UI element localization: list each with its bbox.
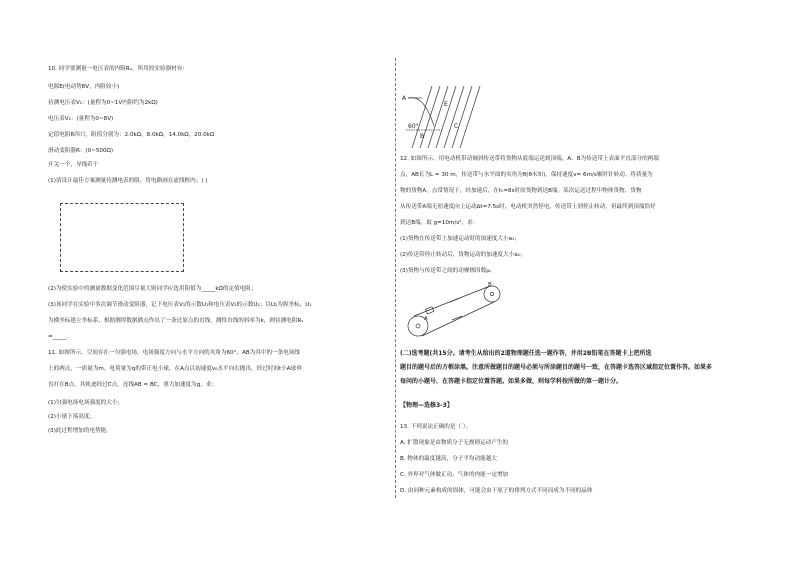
cargo-box	[425, 307, 433, 314]
q10-item: 开关一个，导线若干	[48, 162, 99, 168]
q12-item: (3)货物与传送带之间的动摩擦因数μ。	[400, 268, 496, 274]
field-line	[444, 86, 464, 148]
q10-item: 待测电压表V₁：(量程为0~1V内阻约为2kΩ)	[48, 100, 158, 106]
q13-option: C. 外界对气体做正功，气体的内能一定增加	[400, 472, 509, 478]
section-title: (二)选考题(共15分。请考生从给出的2道物理题任选一题作答，并用2B铅笔在答题卡上把所选	[400, 350, 652, 357]
label-b: B	[420, 133, 425, 140]
label-e: E	[444, 101, 448, 108]
q11-stem: 直打在B点，其轨迹经过C点，连线AB = BC，重力加速度为g，求：	[48, 382, 218, 388]
elective-header: 【物理—选修3-3】	[400, 402, 453, 409]
q10-item: 定值电阻R四只，阻值分别为：2.0kΩ，8.0kΩ，14.0kΩ，20.0kΩ	[48, 132, 215, 138]
q13-option: B. 物体的温度越高，分子平均动能越大	[400, 456, 497, 462]
q13-option: D. 由同种元素构成的固体，可能会由于原子的排列方式不同而成为不同的晶体	[400, 488, 593, 494]
q10-title: 10. 同学要测量一电压表的内阻Rᵥ，所用的实验器材有：	[48, 66, 188, 72]
q11-item: (2)小球下落高度；	[48, 414, 96, 420]
q12-item: (2)传送带停止转动后，货物运动的加速度大小a₂；	[400, 252, 526, 258]
q10-part3: 为横坐标建立坐标系，根据测得数据描点作出了一条过原点的直线，测得直线的斜率为k，则待测电阻Rᵥ	[48, 318, 304, 324]
bottom-axle	[416, 324, 420, 328]
q10-item: 电源E(电动势8V，内阻较小)	[48, 84, 120, 90]
top-axle	[490, 292, 493, 295]
conveyor-belt-diagram	[404, 282, 514, 340]
q10-part3: (3)该同学在实验中多次调节滑动变阻器，记下电压表V₁的示数U₁和电压表V₂的示数U₂；以U₂为纵坐标，U₁	[48, 302, 312, 308]
q12-stem: 物的货物A，点常情况下，经加速后，在t₀=8s时间货物到达B端。某次运送过程中物体货物，货物	[400, 188, 642, 194]
field-line	[460, 86, 480, 148]
q13-stem: 13. 下列说法正确的是（ ）。	[400, 424, 472, 430]
label-a: A	[424, 316, 428, 322]
q11-stem: 11. 如图所示，空间存在一匀强电场，电场强度方向与水平方向的夹角为60°，AB为其中的一条电场线	[48, 350, 301, 356]
label-c: C	[454, 123, 459, 130]
label-b: B	[488, 282, 492, 288]
q12-stem: 点，AB长为L = 30 m，传送带与水平面的夹角为θ(θ未知)，保持速度v= 6m/s顺时针转动。将质量为	[400, 172, 653, 178]
section-instruction: 题目的题号后的方框涂黑。注意所做题目的题号必须与所涂题目的题号一致，在答题卡选答区域指定位置作答。如果多	[400, 364, 713, 371]
label-angle: 60°	[408, 123, 419, 130]
field-line	[436, 86, 459, 148]
q10-part2: (2)为使实验中的测量数据变化范围尽量大则同学应选用阻值为_____kΩ的定值电阻；	[48, 286, 257, 292]
top-pulley	[484, 286, 500, 302]
field-line	[452, 86, 472, 148]
label-a: A	[402, 95, 407, 102]
q13-option: A. 扩散现象是由物质分子无规则运动产生的	[400, 440, 508, 446]
lower-belt	[422, 302, 494, 336]
motion-arrow	[450, 298, 460, 302]
column-divider	[395, 58, 396, 498]
trajectory-curve	[408, 98, 434, 126]
circuit-answer-box	[60, 203, 184, 272]
q11-item: (1)匀强电场电场强度的大小；	[48, 400, 124, 406]
q12-stem: 12. 如图所示，用电动机带动倾斜传送带将货物从底端运送到顶端，A、B为传送带上表面平直部分的两端	[400, 156, 659, 162]
q10-part3: =_____.	[48, 334, 69, 340]
q10-item: 电压表V₂：(量程为0~8V)	[48, 116, 114, 122]
q11-item: (3)此过程增加的电势能。	[48, 428, 112, 434]
q12-stem: 到达B端，取 g=10m/s²，求：	[400, 220, 479, 226]
electric-field-diagram	[402, 74, 482, 154]
q10-item: 滑动变阻器R：(0~500Ω)	[48, 148, 114, 154]
section-instruction: 每问的小题号，在答题卡指定位置答题。如果多做，则每学科按所做的第一题计分。	[400, 378, 623, 385]
q10-part1: (1)请设计最佳方案测量待测电表的阻，将电路画在虚线框内；( )	[48, 178, 208, 184]
q12-stem: 从传送带A端无初速度向上运动Δt=7.5s时，电动机突然停电，传送带上到停止转动，但最终到顶端恰好	[400, 204, 656, 210]
q11-stem: 上的两点，一质量为m、电荷量为q的带正电小球，在A点以初速度v₀水平向右抛出，经过时间t小A球垂	[48, 366, 302, 372]
q12-item: (1)货物在传送带上加速运动时的加速度大小a₁；	[400, 236, 520, 242]
